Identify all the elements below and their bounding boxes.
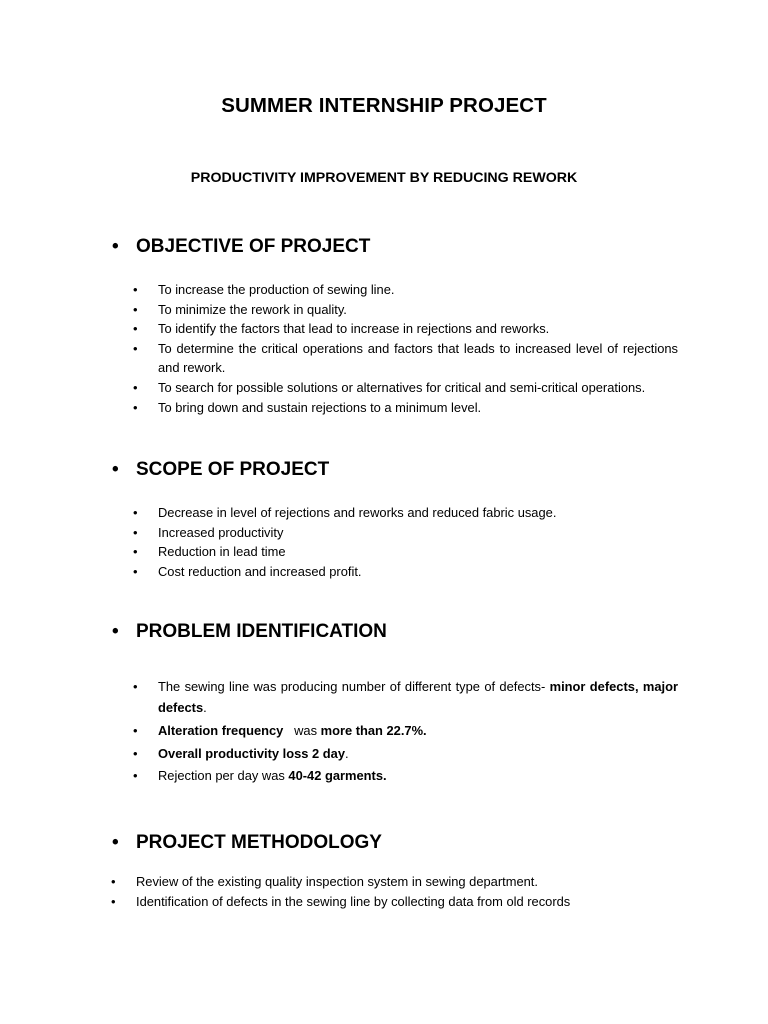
section-heading-objective — [112, 236, 370, 258]
list-item — [133, 743, 678, 764]
item-text: . — [203, 700, 207, 715]
heading-bullet: • — [112, 236, 119, 257]
list-item: • To search for possible solutions or alternatives for critical and semi-critical operations. — [133, 378, 678, 398]
list-item: • To identify the factors that lead to increase in rejections and reworks. — [133, 319, 678, 339]
item-text: Rejection per day was — [158, 768, 289, 784]
item-text: The sewing line was producing number of different type of defects- — [158, 679, 550, 694]
list-item: • To determine the critical operations and factors that leads to increased level of rejections and rework. — [133, 339, 678, 378]
document-title: SUMMER INTERNSHIP PROJECT — [221, 94, 547, 117]
list-item: • To bring down and sustain rejections to a minimum level. — [133, 398, 678, 418]
list-item: • To increase the production of sewing line. — [133, 280, 678, 300]
heading-bullet: • — [112, 832, 119, 853]
item-bold-text: Alteration frequency — [158, 722, 284, 738]
list-item: • Review of the existing quality inspection system in sewing department. — [111, 872, 691, 892]
heading-bullet: • — [112, 459, 119, 480]
list-item: • To minimize the rework in quality. — [133, 300, 678, 320]
section-heading-text: PROJECT METHODOLOGY — [136, 832, 382, 853]
item-bold-text: 40-42 garments. — [288, 768, 387, 784]
item-text: . — [344, 745, 349, 761]
objective-list — [133, 280, 678, 417]
item-bold-text: %. — [411, 722, 427, 738]
heading-bullet: • — [112, 621, 119, 642]
section-heading-text: OBJECTIVE OF PROJECT — [136, 236, 371, 257]
section-heading-text: SCOPE OF PROJECT — [136, 459, 330, 480]
list-item: • Reduction in lead time — [133, 542, 678, 562]
item-bold-text: minor defects, major defects — [158, 679, 678, 715]
list-item: • Identification of defects in the sewing line by collecting data from old records — [111, 892, 691, 912]
section-heading-scope — [112, 459, 329, 481]
list-item: • Cost reduction and increased profit. — [133, 562, 678, 582]
section-heading-methodology — [112, 832, 382, 854]
list-item: • Decrease in level of rejections and reworks and reduced fabric usage. — [133, 503, 678, 523]
methodology-list — [111, 872, 691, 911]
section-heading-text: PROBLEM IDENTIFICATION — [136, 621, 387, 642]
item-bold-text: Overall productivity loss 2 day — [158, 745, 345, 761]
item-text: was — [283, 722, 321, 738]
problem-list — [133, 676, 678, 788]
item-bold-text: more than 22.7 — [320, 722, 412, 738]
list-item — [133, 676, 678, 718]
section-heading-problem — [112, 621, 387, 643]
scope-list — [133, 503, 678, 581]
list-item: • Increased productivity — [133, 523, 678, 543]
document-subtitle: PRODUCTIVITY IMPROVEMENT BY REDUCING REWORK — [190, 170, 578, 186]
list-item — [133, 765, 678, 786]
list-item — [133, 720, 678, 741]
